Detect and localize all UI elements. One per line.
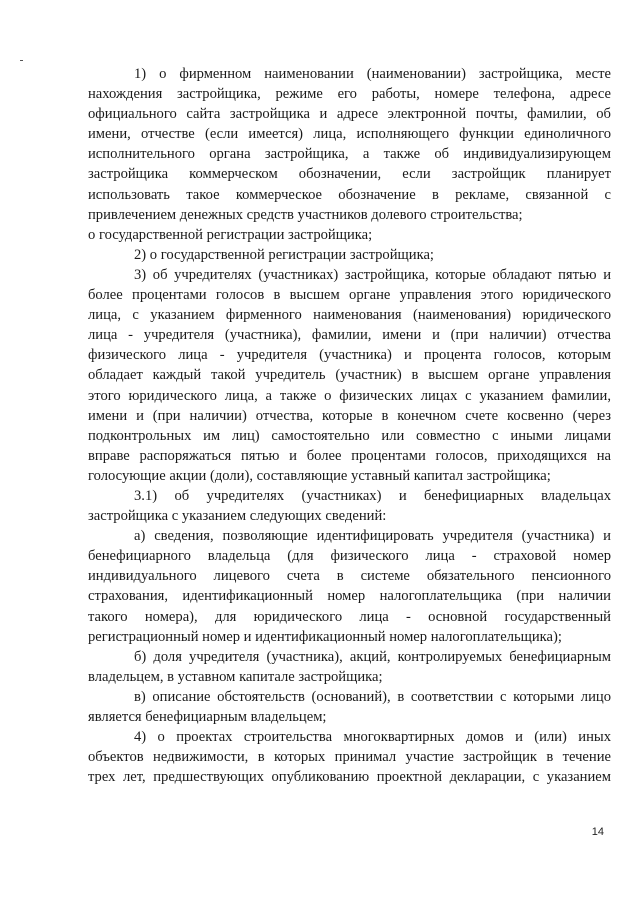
text-line: 4) о проектах строительства многоквартирных домов и (или) иных <box>134 729 611 746</box>
text-line: объектов недвижимости, в которых принимал участие застройщик в течение <box>88 749 611 766</box>
text-line: б) доля учредителя (участника), акций, контролируемых бенефициарным <box>134 648 611 665</box>
text-line: о государственной регистрации застройщика; <box>88 226 373 243</box>
page-number: 14 <box>591 826 604 838</box>
text-line: 3.1) об учредителях (участниках) и бенефициарных владельцах <box>134 487 611 504</box>
text-line: подконтрольных им лиц) самостоятельно или совместно с иными лицами <box>88 427 611 444</box>
text-line: 2) о государственной регистрации застройщика; <box>134 246 434 263</box>
text-line: лица - учредителя (участника), фамилии, имени и (при наличии) отчества <box>88 327 611 344</box>
text-line: обладает каждый такой учредитель (участник) в высшем органе управления <box>88 367 611 384</box>
text-line: физического лица - учредителя (участника) и процента голосов, которым <box>88 347 611 364</box>
text-line: такого номера), для юридического лица - основной государственный <box>88 608 611 625</box>
text-line: застройщика коммерческом обозначении, если застройщик планирует <box>88 166 611 183</box>
text-line: является бенефициарным владельцем; <box>88 709 327 725</box>
text-line: нахождения застройщика, режиме его работы, номере телефона, адресе <box>88 86 611 103</box>
text-line: использовать такое коммерческое обозначение в рекламе, связанной с <box>88 186 611 203</box>
text-line: а) сведения, позволяющие идентифицировать учредителя (участника) и <box>134 528 611 545</box>
text-line: привлечением денежных средств участников долевого строительства; <box>88 206 523 223</box>
text-line: лица, с указанием фирменного наименования (наименования) юридического <box>88 307 611 324</box>
text-line: 3) об учредителях (участниках) застройщика, которые обладают пятью и <box>134 266 611 283</box>
text-line: застройщика с указанием следующих сведений: <box>88 508 387 525</box>
text-line: вправе распоряжаться пятью и более процентами голосов, приходящихся на <box>88 447 611 464</box>
text-line: в) описание обстоятельств (оснований), в соответствии с которыми лицо <box>134 688 611 705</box>
text-line: бенефициарного владельца (для физического лица - страховой номер <box>88 548 611 565</box>
text-line: 1) о фирменном наименовании (наименовании) застройщика, месте <box>134 66 611 82</box>
text-line: официального сайта застройщика и адресе электронной почты, фамилии, об <box>88 106 611 123</box>
page-body <box>88 64 611 787</box>
text-line: имени и (при наличии) отчества, которые в конечном счете косвенно (через <box>88 407 611 424</box>
text-line: имени, отчестве (если имеется) лица, исполняющего функции единоличного <box>88 126 611 143</box>
text-line: индивидуального лицевого счета в системе обязательного пенсионного <box>88 568 611 585</box>
text-line: трех лет, предшествующих опубликованию проектной декларации, с указанием <box>88 769 611 786</box>
text-line: страхования, идентификационный номер налогоплательщика (при наличии <box>88 588 611 605</box>
text-line: владельцем, в уставном капитале застройщика; <box>88 668 383 685</box>
scan-mark <box>20 60 23 61</box>
text-line: голосующие акции (доли), составляющие уставный капитал застройщика; <box>88 467 551 484</box>
text-line: этого юридического лица, а также о физических лицах с указанием фамилии, <box>88 387 611 404</box>
text-line: исполнительного органа застройщика, а также об индивидуализирующем <box>88 146 611 163</box>
text-line: более процентами голосов в высшем органе управления этого юридического <box>88 287 611 304</box>
text-line: регистрационный номер и идентификационный номер налогоплательщика); <box>88 628 562 645</box>
